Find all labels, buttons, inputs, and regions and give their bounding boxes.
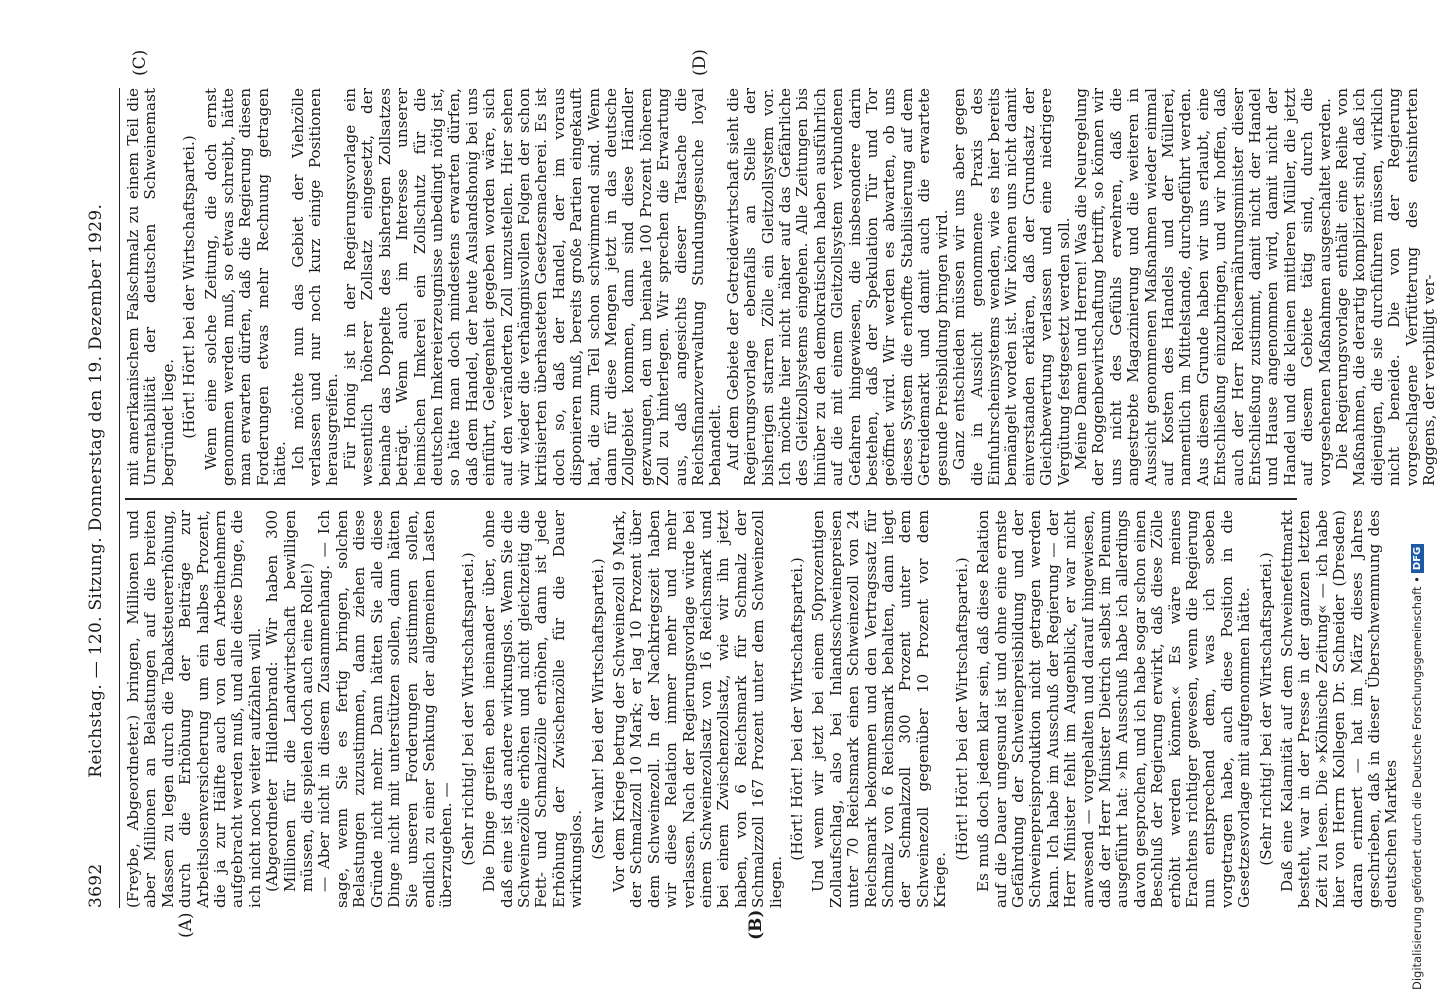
- paragraph: Meine Damen und Herren! Was die Neuregelung der Roggenbewirtschaftung betrifft, so können wir uns nicht des Gefühls erwehren, daß die angestrebte Magazinierung und die weiteren in Aussicht genommenen Maßnahmen wieder einmal auf Kosten des Handels und der Müllerei, namentlich im Mittelstande, durchgeführt werden. Aus diesem Grunde haben wir uns erlaubt, eine Entschließung einzubringen, und wir hoffen, daß auch der Herr Reichsernährungsminister dieser Entschließung zustimmt, damit nicht der Handel und Hause angenommen wird, damit nicht der Handel und die kleinen mittleren Müller, die jetzt auf diesem Gebiete tätig sind, durch die vorgesehenen Maßnahmen ausgeschaltet werden.: [1071, 88, 1334, 486]
- margin-marker-a: (A): [176, 912, 196, 938]
- left-column: [124, 510, 1401, 908]
- right-column: [124, 88, 1438, 486]
- paragraph: (Freybe, Abgeordneter.) bringen, Millionen und aber Millionen an Belastungen auf die breiten Massen zu legen durch die Tabaksteuererhöhung, durch die Erhöhung der Beiträge zur Arbeitslosenversicherung um ein halbes Prozent, die ja zur Hälfte auch von den Arbeitnehmern aufgebracht werden muß, und alle diese Dinge, die ich nicht noch weiter aufzählen will.: [124, 510, 264, 908]
- paragraph: Vor dem Kriege betrug der Schweinezoll 9 Mark, der Schmalzzoll 10 Mark; er lag 10 Prozent über dem Schweinezoll. In der Nachkriegszeit haben wir diese Relation immer mehr und mehr verlassen. Nach der Regierungsvorlage würde bei einem Schweinezollsatz von 16 Reichsmark und bei einem Zwischenzollsatz, wie wir ihn jetzt haben, von 6 Reichsmark für Schmalz der Schmalzzoll 167 Prozent unter dem Schweinezoll liegen.: [609, 510, 785, 908]
- interjection: (Sehr richtig! bei der Wirtschaftspartei.): [1256, 552, 1275, 866]
- interjection: (Hört! Hört! bei der Wirtschaftspartei.): [952, 557, 971, 861]
- interjection: (Sehr richtig! bei der Wirtschaftspartei.): [458, 552, 477, 866]
- paragraph: Daß eine Kalamität auf dem Schweinefettmarkt besteht, war in der Presse in der ganzen letzten Zeit zu lesen. Die »Kölnische Zeitung« — ich habe hier von Herrn Kollegen Dr. Schneider (Dresden) daran erinnert — hat im März dieses Jahres geschrieben, daß in dieser Überschwemmung des deutschen Marktes: [1278, 510, 1401, 908]
- interjection: (Abgeordneter Hildenbrand: Wir haben 300 Millionen für die Landwirtschaft bewilligen müssen, die spielen doch auch eine Rolle!): [263, 510, 317, 892]
- running-title: Reichstag. — 120. Sitzung. Donnerstag den 19. Dezember 1929.: [86, 203, 106, 778]
- interjection: (Sehr wahr! bei der Wirtschaftspartei.): [588, 558, 607, 860]
- dfg-watermark: [1404, 10, 1430, 990]
- paragraph: Und wenn wir jetzt bei einem 50prozentigen Zollaufschlag, also bei Inlandsschweinepreisen unter 70 Reichsmark einen Schweinezoll von 24 Reichsmark bekommen und den Vertragssatz für Schmalz von 6 Reichsmark behalten, dann liegt der Schmalzzoll 300 Prozent unter dem Schweinezoll gegenüber 10 Prozent vor dem Kriege.: [809, 510, 950, 908]
- paragraph: Die Regierungsvorlage enthält eine Reihe von Maßnahmen, die derartig kompliziert sind, daß ich diejenigen, die sie durchführen müssen, wirklich nicht beneide. Die von der Regierung vorgeschlagene Verfütterung des entsinterten Roggens, der verbilligt ver-: [1333, 88, 1438, 486]
- paragraph: Wenn eine solche Zeitung, die doch ernst genommen werden muß, so etwas schreibt, hätte man erwarten dürfen, daß die Regierung diesen Forderungen etwas mehr Rechnung getragen hätte.: [201, 88, 290, 486]
- header-rule: [119, 88, 120, 908]
- margin-marker-d: (D): [690, 49, 710, 76]
- page-header: [76, 88, 116, 908]
- interjection: (Hört! Hört! bei der Wirtschaftspartei.): [788, 557, 807, 861]
- watermark-text: Digitalisierung gefördert durch die Deutsche Forschungsgemeinschaft •: [1410, 576, 1424, 990]
- page-number: 3692: [86, 863, 106, 908]
- margin-marker-b: (B): [746, 909, 766, 940]
- paragraph: Ich möchte nun das Gebiet der Viehzölle verlassen und nur noch kurz einige Positionen herausgreifen.: [288, 88, 342, 486]
- column-separator: [125, 499, 1297, 501]
- paragraph: — Aber nicht in diesem Zusammenhang. — Ich sage, wenn Sie es fertig bringen, solchen Belastungen zuzustimmen, dann ziehen diese Gründe nicht mehr. Dann hätten Sie alle diese Dinge nicht mit unterstützen sollen, dann hätten Sie unseren Forderungen zustimmen sollen, endlich zu einer Senkung der allgemeinen Lasten überzugehen. —: [315, 510, 456, 908]
- paragraph: Es muß doch jedem klar sein, daß diese Relation auf die Dauer ungesund ist und ohne eine ernste Gefährdung der Schweinepreisbildung und der Schweinepreisproduktion nicht getragen werden kann. Ich habe im Ausschuß der Regierung — der Herr Minister fehlt im Augenblick, er war nicht anwesend — vorgehalten und darauf hingewiesen, daß der Herr Minister Dietrich selbst im Plenum ausgeführt hat: »Im Ausschuß habe ich allerdings davon gesprochen, und ich habe sogar schon einen Beschluß der Regierung erwirkt, daß diese Zölle erhöht werden können.« Es wäre meines Erachtens richtiger gewesen, wenn die Regierung nun entsprechend dem, was ich soeben vorgetragen habe, auch diese Position in die Gesetzesvorlage mit aufgenommen hätte.: [974, 510, 1254, 908]
- dfg-logo: DFG: [1411, 544, 1424, 573]
- interjection: (Hört! Hört! bei der Wirtschaftspartei.): [180, 135, 199, 439]
- paragraph: Für Honig ist in der Regierungsvorlage ein wesentlich höherer Zollsatz eingesetzt, der beinahe das Doppelte des bisherigen Zollsatzes beträgt. Wenn auch im Interesse unserer heimischen Imkerei ein Zollschutz für die deutschen Imkereierzeugnisse unbedingt nötig ist, so hätte man doch mindestens erwarten dürfen, daß dem Handel, der heute Auslandshonig bei uns einführt, Gelegenheit gegeben worden wäre, sich auf den veränderten Zoll umzustellen. Hier sehen wir wieder die verhängnisvollen Folgen der schon kritisierten überhasteten Gesetzesmacherei. Es ist doch so, daß der Handel, der im voraus disponieren muß, bereits große Partien eingekauft hat, die zum Teil schon schwimmend sind. Wenn dann für diese Mengen jetzt in das deutsche Zollgebiet kommen, dann sind diese Händler gezwungen, den um beinahe 100 Prozent höheren Zoll zu hinterlegen. Wir sprechen die Erwartung aus, daß angesichts dieser Tatsache die Reichsfinanzverwaltung Stundungsgesuche loyal behandelt.: [340, 88, 725, 486]
- paragraph: Die Dinge greifen eben ineinander über, ohne daß eine ist das andere wirkungslos. Wenn Sie die Schweinezölle erhöhen und nicht gleichzeitig die Fett- und Schmalzzölle erhöhen, dann ist jede Erhöhung der Zwischenzölle für die Dauer wirkungslos.: [480, 510, 586, 908]
- paragraph: Auf dem Gebiete der Getreidewirtschaft sieht die Regierungsvorlage ebenfalls an Stelle der bisherigen starren Zölle ein Gleitzollsystem vor. Ich möchte hier nicht näher auf das Gefährliche des Gleitzollsystems eingehen. Alle Zeitungen bis hinüber zu den demokratischen haben ausführlich auf die mit einem Gleitzollsystem verbundenen Gefahren hingewiesen, die insbesondere darin bestehen, daß der Spekulation Tür und Tor geöffnet wird. Wir werden es abwarten, ob uns dieses System die erhoffte Stabilisierung auf dem Getreidemarkt und damit auch die erwartete gesunde Preisbildung bringen wird.: [723, 88, 951, 486]
- margin-marker-c: (C): [130, 49, 150, 76]
- paragraph: Ganz entschieden müssen wir uns aber gegen die in Aussicht genommene Praxis des Einfuhrscheinsystems wenden, wie es hier bereits bemängelt worden ist. Wir können uns nicht damit einverstanden erklären, daß der Grundsatz der Gleichbewertung verlassen und eine niedrigere Vergütung festgesetzt werden soll.: [950, 88, 1073, 486]
- paragraph: mit amerikanischem Faßschmalz zu einem Teil die Unrentabilität der deutschen Schweinemast begründet liege.: [124, 88, 177, 486]
